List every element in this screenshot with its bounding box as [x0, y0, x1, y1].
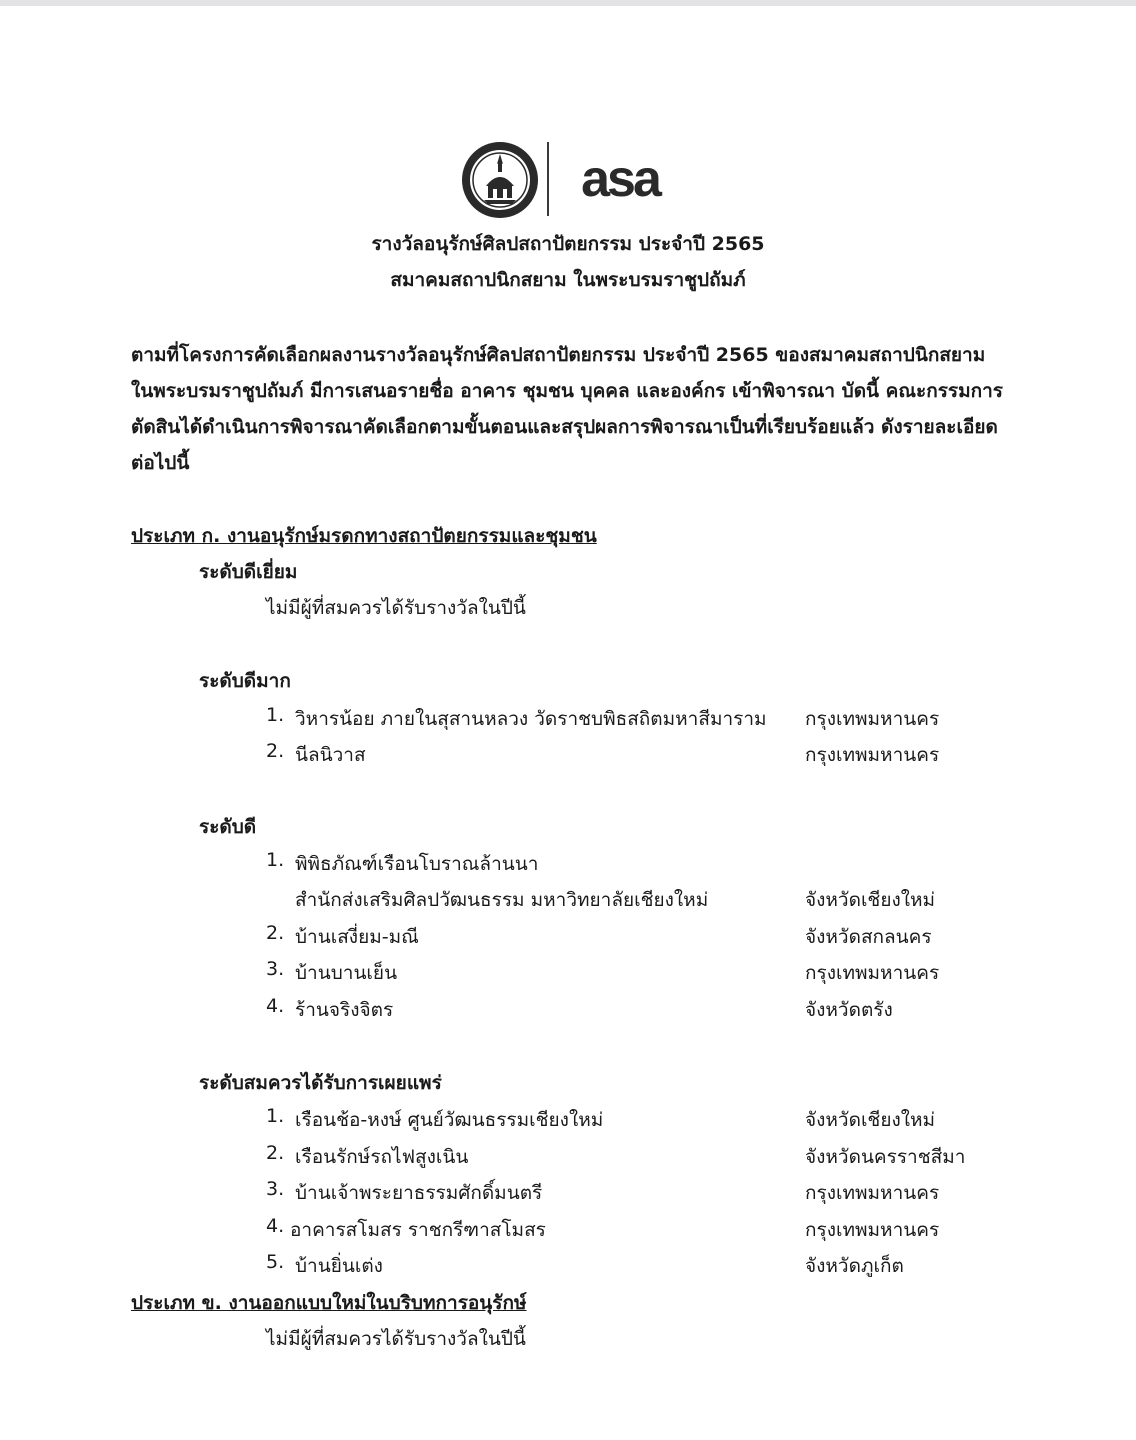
asa-wordmark-logo [560, 158, 680, 202]
item-name: บ้านบานเย็น [295, 962, 398, 984]
item-name: วิหารน้อย ภายในสุสานหลวง วัดราชบพิธสถิตมหาสีมาราม [295, 708, 767, 730]
no-award-note: ไม่มีผู้ที่สมควรได้รับรางวัลในปีนี้ [266, 1328, 526, 1350]
level-publicize-heading: ระดับสมควรได้รับการเผยแพร่ [199, 1072, 442, 1094]
item-number: 5. [266, 1251, 285, 1273]
level-good-heading: ระดับดี [199, 816, 257, 838]
header-logos [460, 138, 700, 222]
item-province: จังหวัดภูเก็ต [805, 1255, 904, 1277]
item-number: 1. [266, 849, 285, 871]
item-province: จังหวัดตรัง [805, 999, 893, 1021]
item-name: อาคารสโมสร ราชกรีฑาสโมสร [290, 1219, 546, 1241]
item-number: 2. [266, 740, 285, 762]
item-name: ร้านจริงจิตร [295, 999, 394, 1021]
association-seal-logo [460, 140, 540, 220]
item-province: จังหวัดนครราชสีมา [805, 1146, 966, 1168]
item-number: 3. [266, 958, 285, 980]
item-province: กรุงเทพมหานคร [805, 1182, 940, 1204]
logo-divider [547, 142, 549, 216]
item-province: กรุงเทพมหานคร [805, 962, 940, 984]
category-a-heading: ประเภท ก. งานอนุรักษ์มรดกทางสถาปัตยกรรมและชุมชน [131, 525, 597, 547]
item-number: 2. [266, 922, 285, 944]
item-name: บ้านยิ่นเต่ง [295, 1255, 383, 1277]
level-very-good-heading: ระดับดีมาก [199, 670, 291, 692]
item-province: กรุงเทพมหานคร [805, 744, 940, 766]
item-number: 1. [266, 704, 285, 726]
item-name: เรือนรักษ์รถไฟสูงเนิน [295, 1146, 469, 1168]
no-award-note: ไม่มีผู้ที่สมควรได้รับรางวัลในปีนี้ [266, 597, 526, 619]
item-number: 4. [266, 995, 285, 1017]
item-province: จังหวัดเชียงใหม่ [805, 1109, 936, 1131]
item-name: เรือนช้อ-หงษ์ ศูนย์วัฒนธรรมเชียงใหม่ [295, 1109, 604, 1131]
item-subtitle: สำนักส่งเสริมศิลปวัฒนธรรม มหาวิทยาลัยเชียงใหม่ [295, 889, 709, 911]
item-number: 2. [266, 1142, 285, 1164]
category-b-heading: ประเภท ข. งานออกแบบใหม่ในบริบทการอนุรักษ์ [131, 1292, 527, 1314]
document-title: รางวัลอนุรักษ์ศิลปสถาปัตยกรรม ประจำปี 2565 [371, 233, 765, 255]
item-name: บ้านเสงี่ยม-มณี [295, 926, 419, 948]
item-province: กรุงเทพมหานคร [805, 708, 940, 730]
item-name: พิพิธภัณฑ์เรือนโบราณล้านนา [295, 853, 539, 875]
item-number: 4. [266, 1215, 285, 1237]
intro-line-2: ในพระบรมราชูปถัมภ์ มีการเสนอรายชื่อ อาคาร ชุมชน บุคคล และองค์กร เข้าพิจารณา บัดนี้ คณะกรรมการ [131, 380, 1004, 402]
item-province: จังหวัดเชียงใหม่ [805, 889, 936, 911]
item-province: จังหวัดสกลนคร [805, 926, 932, 948]
intro-line-3: ตัดสินได้ดำเนินการพิจารณาคัดเลือกตามขั้นตอนและสรุปผลการพิจารณาเป็นที่เรียบร้อยแล้ว ดังรายละเอียด [131, 416, 998, 438]
svg-text:asa: asa [581, 158, 659, 202]
item-name: บ้านเจ้าพระยาธรรมศักดิ์มนตรี [295, 1182, 543, 1204]
document-subtitle: สมาคมสถาปนิกสยาม ในพระบรมราชูปถัมภ์ [390, 269, 746, 291]
item-number: 3. [266, 1178, 285, 1200]
intro-line-4: ต่อไปนี้ [131, 452, 190, 474]
item-province: กรุงเทพมหานคร [805, 1219, 940, 1241]
item-name: นีลนิวาส [295, 744, 366, 766]
intro-line-1: ตามที่โครงการคัดเลือกผลงานรางวัลอนุรักษ์ศิลปสถาปัตยกรรม ประจำปี 2565 ของสมาคมสถาปนิกสยาม [131, 344, 986, 366]
level-excellent-heading: ระดับดีเยี่ยม [199, 561, 298, 583]
top-edge-bar [0, 0, 1136, 6]
item-number: 1. [266, 1105, 285, 1127]
